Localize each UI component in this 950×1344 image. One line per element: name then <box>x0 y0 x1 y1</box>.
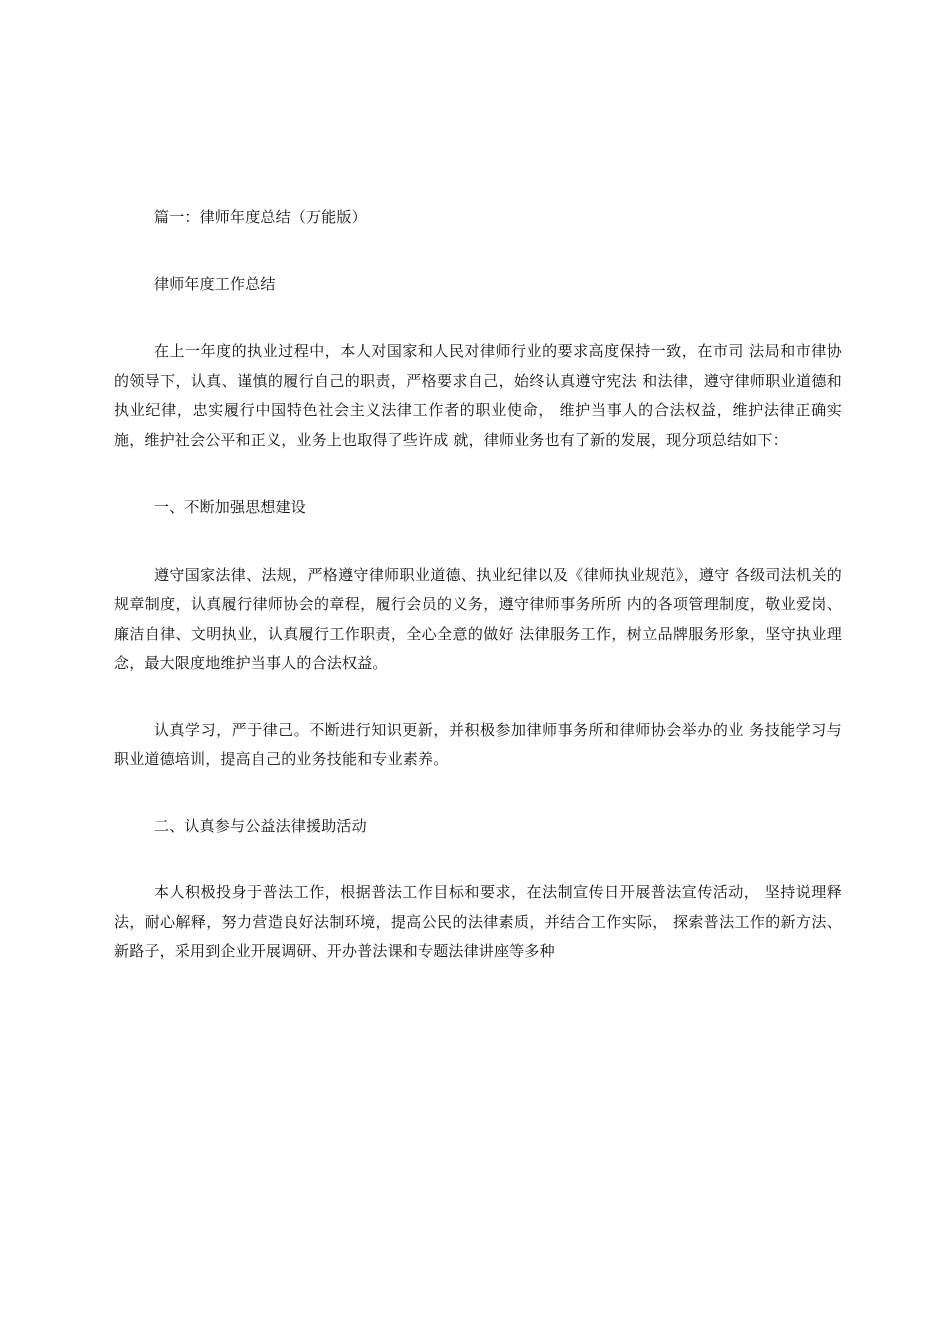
section-2-heading: 二、认真参与公益法律援助活动 <box>154 816 367 835</box>
section-1-paragraph-2: 认真学习，严于律己。不断进行知识更新，并积极参加律师事务所和律师协会举办的业 务技能学习与职业道德培训，提高自己的业务技能和专业素养。 <box>114 720 842 768</box>
section-1-heading: 一、不断加强思想建设 <box>154 498 307 516</box>
section-1-paragraph-1: 遵守国家法律、法规，严格遵守律师职业道德、执业纪律以及《律师执业规范》，遵守 各级司法机关的规章制度，认真履行律师协会的章程，履行会员的义务，遵守律师事务所所 内的各项管理制度，敬业爱岗、廉洁自律、文明执业，认真履行工作职责，全心全意的做好 法律服务工作，树立品牌服务形象，坚守执业理念，最大限度地维护当事人的合法权益。 <box>114 565 842 672</box>
document-title: 篇一：律师年度总结（万能版） <box>154 208 367 226</box>
section-2-paragraph-1: 本人积极投身于普法工作，根据普法工作目标和要求，在法制宣传日开展普法宣传活动， 坚持说理释法，耐心解释，努力营造良好法制环境，提高公民的法律素质，并结合工作实际， 探索普法工作的新方法、新路子，采用到企业开展调研、开办普法课和专题法律讲座等多种 <box>114 883 842 960</box>
intro-paragraph: 在上一年度的执业过程中，本人对国家和人民对律师行业的要求高度保持一致，在市司 法局和市律协的领导下，认真、谨慎的履行自己的职责，严格要求自己，始终认真遵守宪法 和法律，遵守律师职业道德和执业纪律，忠实履行中国特色社会主义法律工作者的职业使命， 维护当事人的合法权益，维护法律正确实施，维护社会公平和正义，业务上也取得了些许成 就，律师业务也有了新的发展，现分项总结如下： <box>114 342 842 449</box>
document-body <box>114 203 842 967</box>
document-subtitle: 律师年度工作总结 <box>154 274 276 293</box>
